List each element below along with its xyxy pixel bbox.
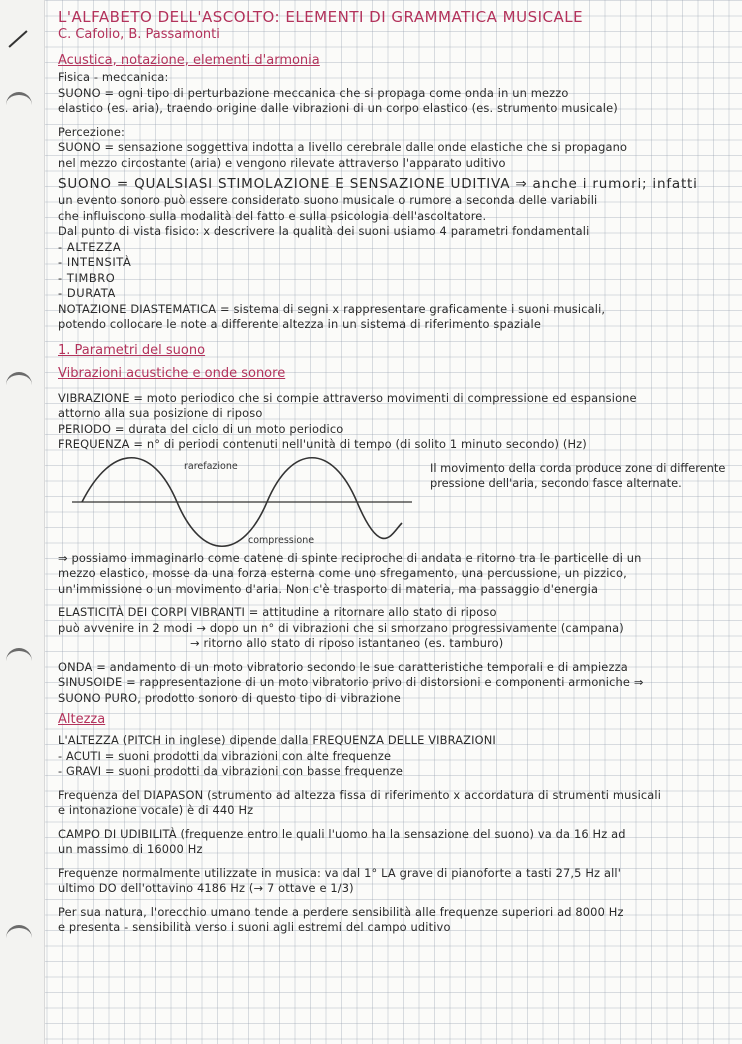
section-heading: Acustica, notazione, elementi d'armonia bbox=[58, 53, 320, 68]
text-line: che influiscono sulla modalità del fatto e sulla psicologia dell'ascoltatore. bbox=[58, 208, 487, 223]
page-title: L'ALFABETO DELL'ASCOLTO: ELEMENTI DI GRAMMATICA MUSICALE bbox=[58, 8, 584, 26]
text-line: ONDA = andamento di un moto vibratorio secondo le sue caratteristiche temporali e di ampiezza bbox=[58, 659, 628, 674]
param-item: - DURATA bbox=[58, 286, 116, 300]
text-line: Dal punto di vista fisico: x descrivere la qualità dei suoni usiamo 4 parametri fondamentali bbox=[58, 224, 590, 238]
text-line: un evento sonoro può essere considerato suono musicale o rumore a seconda delle variabili bbox=[58, 193, 598, 207]
text-line: mezzo elastico, mosse da una forza esterna come uno sfregamento, una percussione, un pizzico, bbox=[58, 566, 627, 580]
text-line: Frequenze normalmente utilizzate in musica: va dal 1° LA grave di pianoforte a tasti 27,5 Hz all' bbox=[58, 865, 622, 880]
text-line: NOTAZIONE DIASTEMATICA = sistema di segni x rappresentare graficamente i suoni musicali, bbox=[58, 301, 606, 316]
text-line: un'immissione o un movimento d'aria. Non c'è trasporto di materia, ma passaggio d'energia bbox=[58, 581, 599, 596]
text-line: PERIODO = durata del ciclo di un moto periodico bbox=[58, 421, 344, 436]
text-line: Percezione: bbox=[58, 124, 126, 139]
text-line: un massimo di 16000 Hz bbox=[58, 842, 203, 856]
text-line: potendo collocare le note a differente altezza in un sistema di riferimento spaziale bbox=[58, 317, 541, 331]
pen-mark bbox=[8, 30, 27, 48]
text-line: Frequenza del DIAPASON (strumento ad altezza fissa di riferimento x accordatura di strumenti musicali bbox=[58, 787, 662, 802]
notes-content bbox=[58, 8, 726, 936]
section-heading: 1. Parametri del suono bbox=[58, 342, 206, 358]
param-item: - INTENSITÀ bbox=[58, 255, 132, 269]
text-line: ⇒ possiamo immaginarlo come catene di spinte reciproche di andata e ritorno tra le particelle di un bbox=[58, 550, 642, 565]
text-line: → ritorno allo stato di riposo istantaneo (es. tamburo) bbox=[58, 636, 504, 650]
text-line: e intonazione vocale) è di 440 Hz bbox=[58, 803, 254, 817]
text-line: ELASTICITÀ DEI CORPI VIBRANTI = attitudine a ritornare allo stato di riposo bbox=[58, 605, 497, 619]
text-line: Fisica - meccanica: bbox=[58, 70, 169, 84]
suono-definition: SUONO = QUALSIASI STIMOLAZIONE E SENSAZIONE UDITIVA ⇒ anche i rumori; infatti bbox=[58, 176, 698, 192]
binder-hole bbox=[6, 925, 32, 944]
sine-wave-diagram bbox=[58, 453, 726, 551]
text-line: SUONO = ogni tipo di perturbazione meccanica che si propaga come onda in un mezzo bbox=[58, 85, 569, 100]
text-line: attorno alla sua posizione di riposo bbox=[58, 406, 263, 420]
wave-note: Il movimento della corda produce zone di differente pressione dell'aria, secondo fasce alternate. bbox=[430, 460, 726, 490]
authors: C. Cafolio, B. Passamonti bbox=[58, 27, 220, 42]
text-line: e presenta - sensibilità verso i suoni agli estremi del campo uditivo bbox=[58, 920, 451, 934]
text-line: SUONO = sensazione soggettiva indotta a livello cerebrale dalle onde elastiche che si propagano bbox=[58, 140, 628, 154]
wave-label-top: rarefazione bbox=[184, 460, 238, 472]
sine-wave-graphic bbox=[72, 453, 422, 551]
param-item: - ALTEZZA bbox=[58, 239, 122, 254]
text-line: elastico (es. aria), traendo origine dalle vibrazioni di un corpo elastico (es. strumento musicale) bbox=[58, 101, 618, 115]
binder-hole bbox=[6, 372, 32, 391]
text-line: può avvenire in 2 modi → dopo un n° di vibrazioni che si smorzano progressivamente (campana) bbox=[58, 620, 624, 635]
section-heading: Altezza bbox=[58, 712, 106, 727]
param-item: - TIMBRO bbox=[58, 270, 116, 285]
text-line: SINUSOIDE = rappresentazione di un moto vibratorio privo di distorsioni e componenti armoniche ⇒ bbox=[58, 675, 644, 689]
text-line: - ACUTI = suoni prodotti da vibrazioni con alte frequenze bbox=[58, 748, 392, 763]
text-line: Per sua natura, l'orecchio umano tende a perdere sensibilità alle frequenze superiori ad 8000 Hz bbox=[58, 904, 624, 919]
binder-hole bbox=[6, 648, 32, 667]
page-margin bbox=[0, 0, 45, 1044]
wave-label-bottom: compressione bbox=[248, 534, 315, 546]
text-line: - GRAVI = suoni prodotti da vibrazioni con basse frequenze bbox=[58, 764, 404, 778]
text-line: VIBRAZIONE = moto periodico che si compie attraverso movimenti di compressione ed espansione bbox=[58, 390, 637, 405]
binder-hole bbox=[6, 92, 32, 111]
text-line: L'ALTEZZA (PITCH in inglese) dipende dalla FREQUENZA DELLE VIBRAZIONI bbox=[58, 733, 496, 747]
text-line: ultimo DO dell'ottavino 4186 Hz (→ 7 ottave e 1/3) bbox=[58, 881, 354, 895]
text-line: CAMPO DI UDIBILITÀ (frequenze entro le quali l'uomo ha la sensazione del suono) va da 16 Hz ad bbox=[58, 826, 626, 841]
text-line: SUONO PURO, prodotto sonoro di questo tipo di vibrazione bbox=[58, 690, 401, 705]
text-line: FREQUENZA = n° di periodi contenuti nell'unità di tempo (di solito 1 minuto secondo) (Hz) bbox=[58, 437, 587, 451]
text-line: nel mezzo circostante (aria) e vengono rilevate attraverso l'apparato uditivo bbox=[58, 155, 506, 170]
section-heading: Vibrazioni acustiche e onde sonore bbox=[58, 365, 286, 381]
